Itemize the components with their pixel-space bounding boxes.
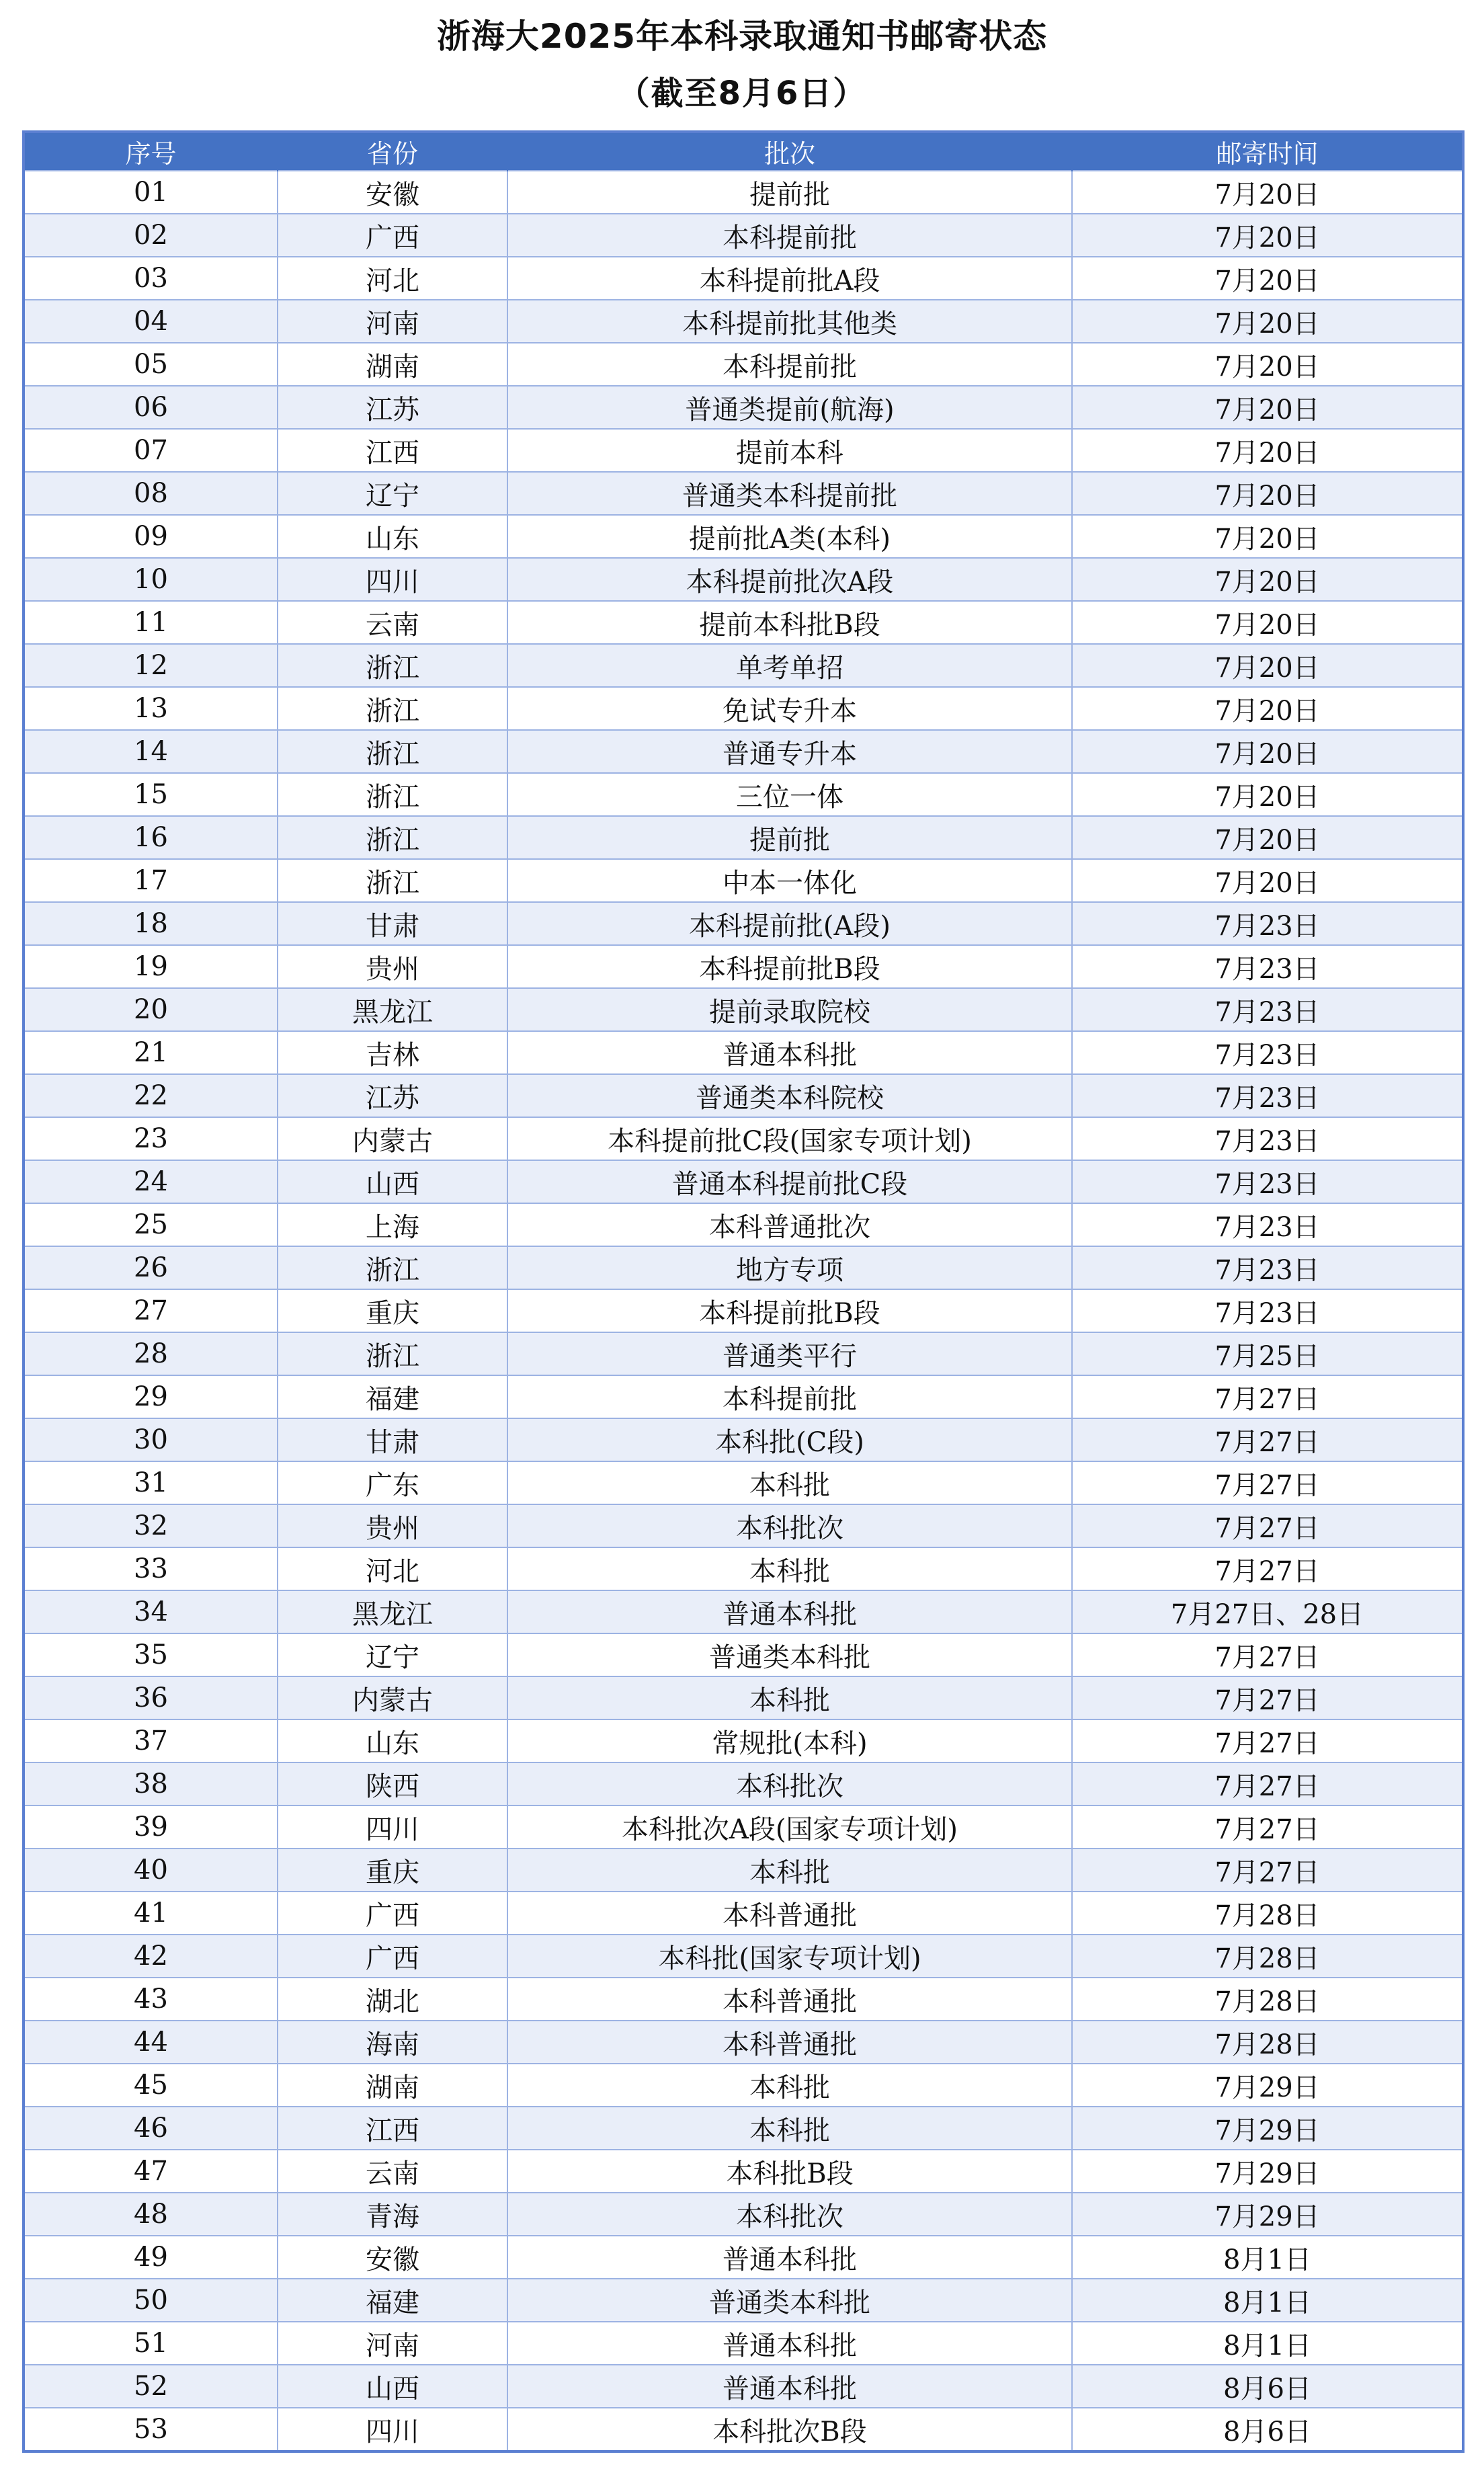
cell-index: 12 [24,644,278,687]
table-row [24,2236,1463,2279]
cell-mail-date: 7月20日 [1072,816,1463,859]
cell-province: 河南 [278,300,507,343]
cell-province: 福建 [278,1375,507,1418]
cell-mail-date: 7月20日 [1072,300,1463,343]
table-row [24,300,1463,343]
cell-index: 53 [24,2408,278,2451]
cell-mail-date: 7月23日 [1072,1074,1463,1117]
cell-mail-date: 7月20日 [1072,429,1463,472]
cell-batch: 本科普通批 [507,2021,1072,2064]
cell-batch: 本科批 [507,2107,1072,2150]
cell-mail-date: 7月23日 [1072,945,1463,988]
cell-mail-date: 7月23日 [1072,1031,1463,1074]
table-row [24,1504,1463,1547]
cell-batch: 本科提前批A段 [507,257,1072,300]
cell-province: 内蒙古 [278,1676,507,1719]
cell-province: 青海 [278,2193,507,2236]
cell-index: 05 [24,343,278,386]
cell-mail-date: 7月20日 [1072,171,1463,214]
cell-index: 31 [24,1461,278,1504]
cell-mail-date: 7月27日 [1072,1805,1463,1849]
cell-mail-date: 7月23日 [1072,1160,1463,1203]
cell-batch: 普通专升本 [507,730,1072,773]
cell-province: 四川 [278,558,507,601]
cell-batch: 本科提前批 [507,343,1072,386]
cell-batch: 本科批 [507,1461,1072,1504]
cell-province: 浙江 [278,687,507,730]
cell-province: 贵州 [278,945,507,988]
cell-province: 江西 [278,2107,507,2150]
cell-index: 17 [24,859,278,902]
cell-batch: 本科提前批(A段) [507,902,1072,945]
cell-mail-date: 7月20日 [1072,644,1463,687]
cell-index: 49 [24,2236,278,2279]
cell-index: 23 [24,1117,278,1160]
cell-mail-date: 8月6日 [1072,2408,1463,2451]
column-header-mail-date: 邮寄时间 [1072,132,1463,171]
cell-index: 42 [24,1935,278,1978]
cell-index: 51 [24,2322,278,2365]
table-row [24,2322,1463,2365]
table-row [24,1031,1463,1074]
cell-mail-date: 7月20日 [1072,257,1463,300]
cell-mail-date: 7月27日、28日 [1072,1590,1463,1633]
cell-batch: 本科提前批 [507,1375,1072,1418]
table-row [24,730,1463,773]
cell-batch: 本科批 [507,1547,1072,1590]
cell-batch: 单考单招 [507,644,1072,687]
cell-batch: 本科批 [507,1849,1072,1892]
cell-mail-date: 7月29日 [1072,2193,1463,2236]
table-row [24,644,1463,687]
cell-mail-date: 7月27日 [1072,1504,1463,1547]
cell-mail-date: 7月23日 [1072,1289,1463,1332]
cell-batch: 普通本科批 [507,1031,1072,1074]
cell-province: 辽宁 [278,1633,507,1676]
cell-index: 27 [24,1289,278,1332]
table-row [24,816,1463,859]
cell-batch: 三位一体 [507,773,1072,816]
cell-mail-date: 7月29日 [1072,2064,1463,2107]
cell-index: 15 [24,773,278,816]
cell-index: 38 [24,1762,278,1805]
cell-batch: 本科批次 [507,1504,1072,1547]
cell-province: 辽宁 [278,472,507,515]
cell-index: 11 [24,601,278,644]
cell-batch: 普通类本科批 [507,2279,1072,2322]
cell-mail-date: 7月27日 [1072,1676,1463,1719]
cell-batch: 提前批 [507,816,1072,859]
cell-province: 广东 [278,1461,507,1504]
table-row [24,2279,1463,2322]
cell-mail-date: 8月1日 [1072,2236,1463,2279]
table-row [24,2408,1463,2451]
cell-index: 29 [24,1375,278,1418]
cell-index: 03 [24,257,278,300]
cell-mail-date: 8月6日 [1072,2365,1463,2408]
cell-province: 上海 [278,1203,507,1246]
cell-index: 06 [24,386,278,429]
table-row [24,1117,1463,1160]
cell-mail-date: 7月28日 [1072,1935,1463,1978]
cell-index: 41 [24,1892,278,1935]
cell-batch: 提前本科批B段 [507,601,1072,644]
cell-province: 广西 [278,1935,507,1978]
cell-batch: 本科批 [507,1676,1072,1719]
cell-index: 47 [24,2150,278,2193]
cell-batch: 本科批次B段 [507,2408,1072,2451]
cell-province: 江苏 [278,386,507,429]
cell-index: 21 [24,1031,278,1074]
cell-province: 山东 [278,515,507,558]
table-row [24,2021,1463,2064]
cell-batch: 本科提前批C段(国家专项计划) [507,1117,1072,1160]
cell-batch: 普通类本科院校 [507,1074,1072,1117]
cell-province: 浙江 [278,1246,507,1289]
table-row [24,171,1463,214]
cell-batch: 普通本科批 [507,2322,1072,2365]
cell-mail-date: 7月23日 [1072,902,1463,945]
cell-batch: 本科提前批其他类 [507,300,1072,343]
cell-province: 河北 [278,1547,507,1590]
cell-index: 08 [24,472,278,515]
cell-batch: 普通本科批 [507,1590,1072,1633]
column-header-province: 省份 [278,132,507,171]
cell-batch: 本科普通批次 [507,1203,1072,1246]
cell-index: 01 [24,171,278,214]
cell-province: 广西 [278,1892,507,1935]
table-row [24,1892,1463,1935]
table-row [24,1203,1463,1246]
cell-province: 黑龙江 [278,1590,507,1633]
table-row [24,1418,1463,1461]
table-row [24,601,1463,644]
table-row [24,1849,1463,1892]
table-row [24,1633,1463,1676]
column-header-batch: 批次 [507,132,1072,171]
cell-index: 40 [24,1849,278,1892]
cell-index: 35 [24,1633,278,1676]
table-row [24,687,1463,730]
cell-index: 16 [24,816,278,859]
cell-mail-date: 8月1日 [1072,2279,1463,2322]
cell-index: 18 [24,902,278,945]
cell-index: 45 [24,2064,278,2107]
cell-province: 四川 [278,2408,507,2451]
cell-province: 河北 [278,257,507,300]
cell-province: 重庆 [278,1289,507,1332]
cell-province: 内蒙古 [278,1117,507,1160]
cell-mail-date: 7月28日 [1072,2021,1463,2064]
cell-index: 33 [24,1547,278,1590]
cell-province: 四川 [278,1805,507,1849]
cell-mail-date: 7月20日 [1072,687,1463,730]
cell-province: 浙江 [278,644,507,687]
cell-mail-date: 7月27日 [1072,1418,1463,1461]
table-row [24,859,1463,902]
cell-index: 09 [24,515,278,558]
cell-province: 山西 [278,2365,507,2408]
cell-index: 19 [24,945,278,988]
cell-province: 吉林 [278,1031,507,1074]
table-row [24,2193,1463,2236]
cell-batch: 本科普通批 [507,1892,1072,1935]
table-header-row [24,132,1463,171]
cell-batch: 本科批(C段) [507,1418,1072,1461]
cell-mail-date: 7月27日 [1072,1461,1463,1504]
cell-index: 46 [24,2107,278,2150]
cell-batch: 普通类本科批 [507,1633,1072,1676]
cell-mail-date: 7月27日 [1072,1375,1463,1418]
cell-index: 32 [24,1504,278,1547]
cell-mail-date: 7月23日 [1072,1246,1463,1289]
cell-index: 24 [24,1160,278,1203]
cell-batch: 本科批(国家专项计划) [507,1935,1072,1978]
table-row [24,1547,1463,1590]
cell-index: 34 [24,1590,278,1633]
table-row [24,1246,1463,1289]
table-row [24,214,1463,257]
cell-mail-date: 7月20日 [1072,515,1463,558]
table-row [24,558,1463,601]
mailing-status-table [22,130,1465,2453]
cell-province: 河南 [278,2322,507,2365]
table-row [24,2107,1463,2150]
cell-batch: 本科提前批次A段 [507,558,1072,601]
cell-index: 39 [24,1805,278,1849]
cell-batch: 普通本科批 [507,2365,1072,2408]
cell-batch: 本科提前批B段 [507,945,1072,988]
cell-mail-date: 7月20日 [1072,472,1463,515]
table-row [24,1762,1463,1805]
cell-mail-date: 7月20日 [1072,773,1463,816]
cell-province: 海南 [278,2021,507,2064]
cell-mail-date: 7月23日 [1072,988,1463,1031]
cell-province: 广西 [278,214,507,257]
cell-index: 22 [24,1074,278,1117]
table-row [24,2064,1463,2107]
table-row [24,773,1463,816]
cell-mail-date: 7月27日 [1072,1633,1463,1676]
cell-province: 黑龙江 [278,988,507,1031]
cell-province: 福建 [278,2279,507,2322]
cell-mail-date: 7月29日 [1072,2150,1463,2193]
cell-batch: 本科批次 [507,2193,1072,2236]
cell-province: 云南 [278,2150,507,2193]
table-row [24,1160,1463,1203]
cell-province: 甘肃 [278,1418,507,1461]
cell-index: 13 [24,687,278,730]
table-row [24,1074,1463,1117]
table-row [24,902,1463,945]
cell-province: 江西 [278,429,507,472]
cell-batch: 普通类本科提前批 [507,472,1072,515]
cell-mail-date: 7月27日 [1072,1719,1463,1762]
cell-index: 30 [24,1418,278,1461]
cell-index: 20 [24,988,278,1031]
cell-batch: 本科批 [507,2064,1072,2107]
cell-province: 江苏 [278,1074,507,1117]
table-row [24,2150,1463,2193]
cell-province: 安徽 [278,171,507,214]
cell-batch: 本科普通批 [507,1978,1072,2021]
cell-mail-date: 7月28日 [1072,1892,1463,1935]
cell-index: 43 [24,1978,278,2021]
cell-batch: 普通类提前(航海) [507,386,1072,429]
cell-batch: 本科提前批B段 [507,1289,1072,1332]
cell-province: 安徽 [278,2236,507,2279]
cell-province: 云南 [278,601,507,644]
table-row [24,1590,1463,1633]
cell-index: 37 [24,1719,278,1762]
cell-index: 28 [24,1332,278,1375]
table-row [24,1935,1463,1978]
cell-index: 25 [24,1203,278,1246]
cell-index: 36 [24,1676,278,1719]
cell-province: 湖南 [278,343,507,386]
cell-index: 10 [24,558,278,601]
cell-batch: 普通本科提前批C段 [507,1160,1072,1203]
cell-batch: 普通类平行 [507,1332,1072,1375]
cell-batch: 地方专项 [507,1246,1072,1289]
cell-mail-date: 7月20日 [1072,386,1463,429]
cell-province: 浙江 [278,816,507,859]
cell-mail-date: 7月27日 [1072,1547,1463,1590]
cell-mail-date: 7月23日 [1072,1203,1463,1246]
cell-province: 山东 [278,1719,507,1762]
cell-province: 湖南 [278,2064,507,2107]
cell-mail-date: 8月1日 [1072,2322,1463,2365]
cell-mail-date: 7月27日 [1072,1762,1463,1805]
table-row [24,1332,1463,1375]
cell-index: 48 [24,2193,278,2236]
table-row [24,386,1463,429]
cell-province: 浙江 [278,773,507,816]
cell-batch: 中本一体化 [507,859,1072,902]
cell-batch: 本科批次 [507,1762,1072,1805]
cell-mail-date: 7月29日 [1072,2107,1463,2150]
cell-batch: 提前批 [507,171,1072,214]
column-header-index: 序号 [24,132,278,171]
cell-index: 14 [24,730,278,773]
cell-province: 浙江 [278,859,507,902]
table-row [24,429,1463,472]
cell-mail-date: 7月20日 [1072,730,1463,773]
table-row [24,1461,1463,1504]
table-row [24,1719,1463,1762]
cell-province: 山西 [278,1160,507,1203]
cell-mail-date: 7月28日 [1072,1978,1463,2021]
table-row [24,343,1463,386]
table-row [24,945,1463,988]
cell-province: 浙江 [278,730,507,773]
cell-batch: 提前批A类(本科) [507,515,1072,558]
cell-mail-date: 7月23日 [1072,1117,1463,1160]
table-row [24,1289,1463,1332]
cell-batch: 提前录取院校 [507,988,1072,1031]
table-row [24,1978,1463,2021]
table-row [24,472,1463,515]
cell-province: 浙江 [278,1332,507,1375]
table-row [24,515,1463,558]
cell-index: 02 [24,214,278,257]
cell-batch: 常规批(本科) [507,1719,1072,1762]
table-row [24,257,1463,300]
cell-index: 50 [24,2279,278,2322]
table-row [24,1676,1463,1719]
cell-province: 湖北 [278,1978,507,2021]
cell-mail-date: 7月20日 [1072,859,1463,902]
table-row [24,1375,1463,1418]
cell-mail-date: 7月20日 [1072,343,1463,386]
cell-mail-date: 7月20日 [1072,601,1463,644]
cell-mail-date: 7月20日 [1072,214,1463,257]
cell-index: 52 [24,2365,278,2408]
cell-batch: 本科提前批 [507,214,1072,257]
cell-batch: 免试专升本 [507,687,1072,730]
cell-batch: 普通本科批 [507,2236,1072,2279]
cell-mail-date: 7月25日 [1072,1332,1463,1375]
page-title: 浙海大2025年本科录取通知书邮寄状态 [436,17,1048,56]
cell-province: 贵州 [278,1504,507,1547]
cell-batch: 本科批B段 [507,2150,1072,2193]
table-row [24,2365,1463,2408]
cell-mail-date: 7月20日 [1072,558,1463,601]
cell-index: 26 [24,1246,278,1289]
cell-index: 07 [24,429,278,472]
cell-index: 44 [24,2021,278,2064]
cell-province: 甘肃 [278,902,507,945]
cell-batch: 本科批次A段(国家专项计划) [507,1805,1072,1849]
cell-index: 04 [24,300,278,343]
cell-province: 重庆 [278,1849,507,1892]
cell-province: 陕西 [278,1762,507,1805]
cell-mail-date: 7月27日 [1072,1849,1463,1892]
cell-batch: 提前本科 [507,429,1072,472]
table-body [24,171,1463,2451]
table-row [24,988,1463,1031]
page-subtitle: （截至8月6日） [617,75,867,112]
table-row [24,1805,1463,1849]
